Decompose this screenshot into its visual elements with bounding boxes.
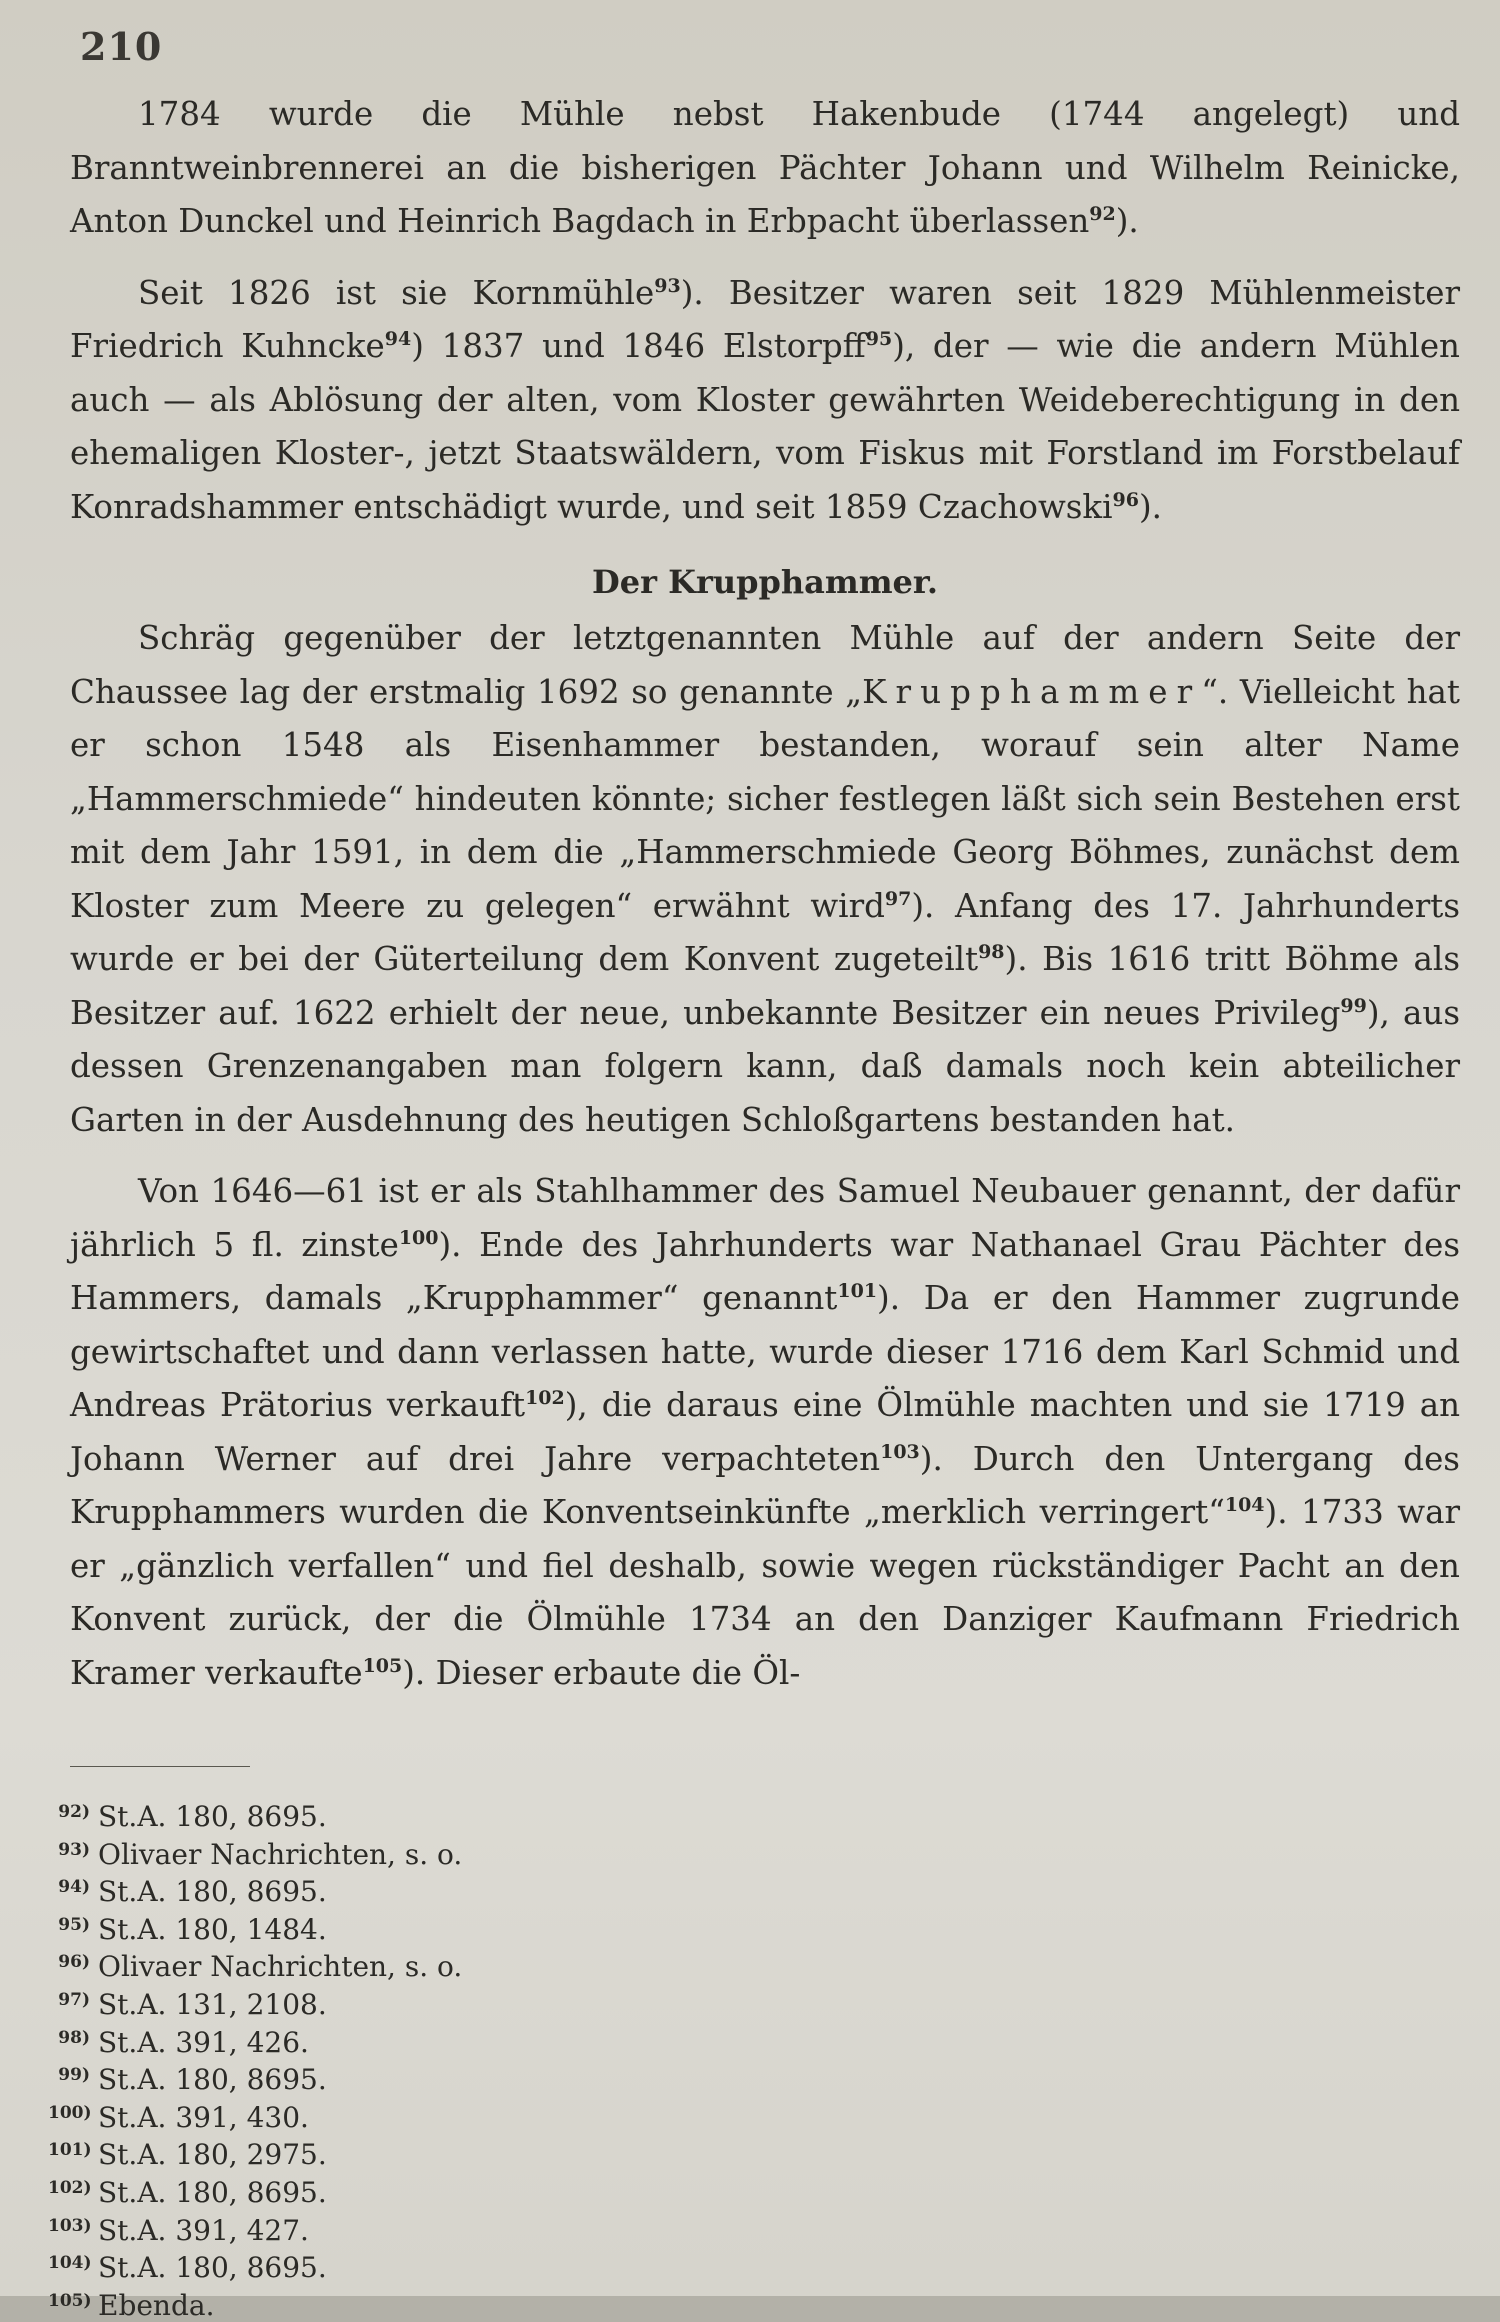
- footnote-text: St.A. 391, 427.: [98, 2213, 309, 2247]
- footnote-ref[interactable]: 103: [880, 1440, 920, 1463]
- footnote-number: 99): [58, 2065, 90, 2086]
- footnote-ref[interactable]: 93: [654, 274, 681, 297]
- footnote-text: St.A. 180, 8695.: [98, 2175, 327, 2209]
- footnote-item: [48, 2247, 748, 2285]
- paragraph-gap: [70, 534, 1460, 552]
- text-run: ), der — wie die andern Mühlen auch — als Ablösung der alten, vom Kloster gewährten Weideberechtigung in den ehemaligen Kloster-, jetzt Staatswäldern, vom Fiskus mit Forstland im Forstbelauf Konradshammer entschädigt wurde, und seit 1859 Czachowski: [70, 327, 1460, 526]
- text-run: Seit 1826 ist sie Kornmühle: [138, 273, 655, 312]
- footnote-ref[interactable]: 96: [1112, 488, 1139, 511]
- footnote-ref[interactable]: 97: [884, 887, 912, 910]
- footnote-number: 96): [58, 1952, 90, 1973]
- footnote-ref[interactable]: 100: [398, 1226, 439, 1249]
- footnote-ref[interactable]: 101: [837, 1280, 878, 1303]
- text-run: ). Da er den Hammer zugrunde gewirtschaftet und dann verlassen hatte, wurde dieser 1716 dem Karl Schmid und Andreas Prätorius verkauft: [70, 1279, 1460, 1424]
- footnote-text: St.A. 180, 8695.: [98, 1800, 327, 1833]
- footnote-item: [48, 2097, 748, 2135]
- footnote-number: 102): [48, 2177, 92, 2198]
- body-text: [70, 88, 1460, 1700]
- footnote-text: St.A. 391, 430.: [98, 2100, 309, 2134]
- footnote-number: 105): [48, 2290, 92, 2311]
- text-run: ), die daraus eine Ölmühle machten und sie 1719 an Johann Werner auf drei Jahre verpachteten: [70, 1386, 1461, 1478]
- footnote-number: 100): [48, 2102, 92, 2123]
- text-run: Von 1646—61 ist er als Stahlhammer des Samuel Neubauer genannt, der dafür jährlich 5 fl. zinste: [70, 1172, 1460, 1264]
- text-run: ). 1733 war er „gänzlich verfallen“ und fiel deshalb, sowie wegen rückständiger Pacht an den Konvent zurück, der die Ölmühle 1734 an den Danziger Kaufmann Friedrich Kramer verkaufte: [70, 1493, 1460, 1692]
- footnote-item: [48, 1871, 748, 1909]
- footnote-item: [48, 1984, 748, 2022]
- footnote-item: [48, 2022, 748, 2060]
- footnote-text: St.A. 131, 2108.: [98, 1987, 327, 2021]
- footnote-number: 97): [58, 1989, 90, 2010]
- footnote-item: [48, 1834, 748, 1872]
- paragraph-krupphammer-history: [70, 612, 1460, 1147]
- footnote-ref[interactable]: 95: [865, 328, 893, 351]
- footnote-item: [48, 2134, 748, 2172]
- footnote-ref[interactable]: 92: [1089, 203, 1116, 226]
- text-run: ). Bis 1616 tritt Böhme als Besitzer auf. 1622 erhielt der neue, unbekannte Besitzer ein neues Privileg: [70, 940, 1460, 1032]
- footnote-number: 101): [48, 2140, 92, 2161]
- text-run: ). Dieser erbaute die Öl-: [402, 1653, 801, 1692]
- footnote-ref[interactable]: 98: [978, 941, 1005, 964]
- footnote-text: St.A. 180, 8695.: [98, 1875, 327, 1909]
- footnote-ref[interactable]: 94: [384, 328, 412, 351]
- footnote-number: 98): [58, 2027, 90, 2048]
- paragraph-gap: [70, 249, 1460, 267]
- footnote-number: 104): [48, 2253, 92, 2274]
- footnote-text: St.A. 391, 426.: [98, 2025, 309, 2059]
- text-run: ) 1837 und 1846 Elstorpff: [411, 327, 866, 365]
- footnote-number: 95): [58, 1914, 90, 1935]
- page-number: 210: [80, 24, 163, 69]
- text-run: Schräg gegenüber der letztgenannten Mühle auf der andern Seite der Chaussee lag der erstmalig 1692 so genannte „: [70, 619, 1460, 711]
- text-run: ). Durch den Untergang des Krupphammers wurden die Konventseinkünfte „merklich verringert“: [70, 1439, 1460, 1531]
- footnote-text: St.A. 180, 8695.: [98, 2251, 327, 2285]
- paragraph-gap: [70, 1147, 1460, 1165]
- footnote-item: [48, 2059, 748, 2097]
- footnote-number: 93): [58, 1839, 90, 1860]
- footnote-item: [48, 2210, 748, 2248]
- footnote-item: [48, 2172, 748, 2210]
- footnote-ref[interactable]: 99: [1340, 994, 1367, 1017]
- footnote-ref[interactable]: 105: [362, 1654, 403, 1677]
- footnote-item: [48, 1796, 748, 1834]
- footnote-number: 94): [58, 1877, 90, 1898]
- paragraph-steel-hammer: [70, 1165, 1460, 1700]
- footnote-text: Ebenda.: [98, 2288, 215, 2322]
- footnote-number: 92): [58, 1802, 90, 1822]
- footnote-item: [48, 1946, 748, 1984]
- footnote-text: St.A. 180, 2975.: [98, 2138, 327, 2172]
- text-run: ). Ende des Jahrhunderts war Nathanael Grau Pächter des Hammers, damals „Krupphammer“ genannt: [70, 1225, 1460, 1317]
- footnote-text: Olivaer Nachrichten, s. o.: [98, 1837, 463, 1871]
- paragraph-mill-lease: [70, 88, 1460, 249]
- footnote-separator: [70, 1766, 250, 1767]
- section-heading: Der Krupphammer.: [592, 563, 938, 601]
- paragraph-corn-mill: [70, 267, 1460, 535]
- text-run: ). Besitzer waren seit 1829 Mühlenmeister Friedrich Kuhncke: [70, 273, 1460, 365]
- spaced-term: Krupphammer: [862, 672, 1202, 711]
- text-run: ).: [1115, 202, 1139, 240]
- text-run: 1784 wurde die Mühle nebst Hakenbude (1744 angelegt) und Branntweinbrennerei an die bisherigen Pächter Johann und Wilhelm Reinicke, Anton Dunckel und Heinrich Bagdach in Erbpacht überlassen: [70, 95, 1460, 240]
- text-run: ).: [1138, 487, 1162, 526]
- footnote-ref[interactable]: 102: [525, 1387, 565, 1410]
- footnote-list: [48, 1796, 748, 2322]
- text-run: “. Vielleicht hat er schon 1548 als Eisenhammer bestanden, worauf sein alter Name „Hammerschmiede“ hindeuten könnte; sicher festlegen läßt sich sein Bestehen erst mit dem Jahr 1591, in dem die „Hammerschmiede Georg Böhmes, zunächst dem Kloster zum Meere zu gelegen“ erwähnt wird: [70, 672, 1460, 925]
- text-run: ). Anfang des 17. Jahrhunderts wurde er bei der Güterteilung dem Konvent zugeteilt: [70, 886, 1460, 978]
- footnote-number: 103): [48, 2215, 92, 2236]
- footnote-text: St.A. 180, 1484.: [98, 1912, 327, 1946]
- footnote-text: St.A. 180, 8695.: [98, 2063, 327, 2097]
- footnote-item: [48, 2285, 748, 2322]
- footnote-ref[interactable]: 104: [1224, 1494, 1265, 1517]
- footnote-text: Olivaer Nachrichten, s. o.: [98, 1950, 463, 1984]
- text-run: ), aus dessen Grenzenangaben man folgern kann, daß damals noch kein abteilicher Garten in der Ausdehnung des heutigen Schloßgartens bestanden hat.: [70, 993, 1460, 1139]
- footnote-item: [48, 1909, 748, 1947]
